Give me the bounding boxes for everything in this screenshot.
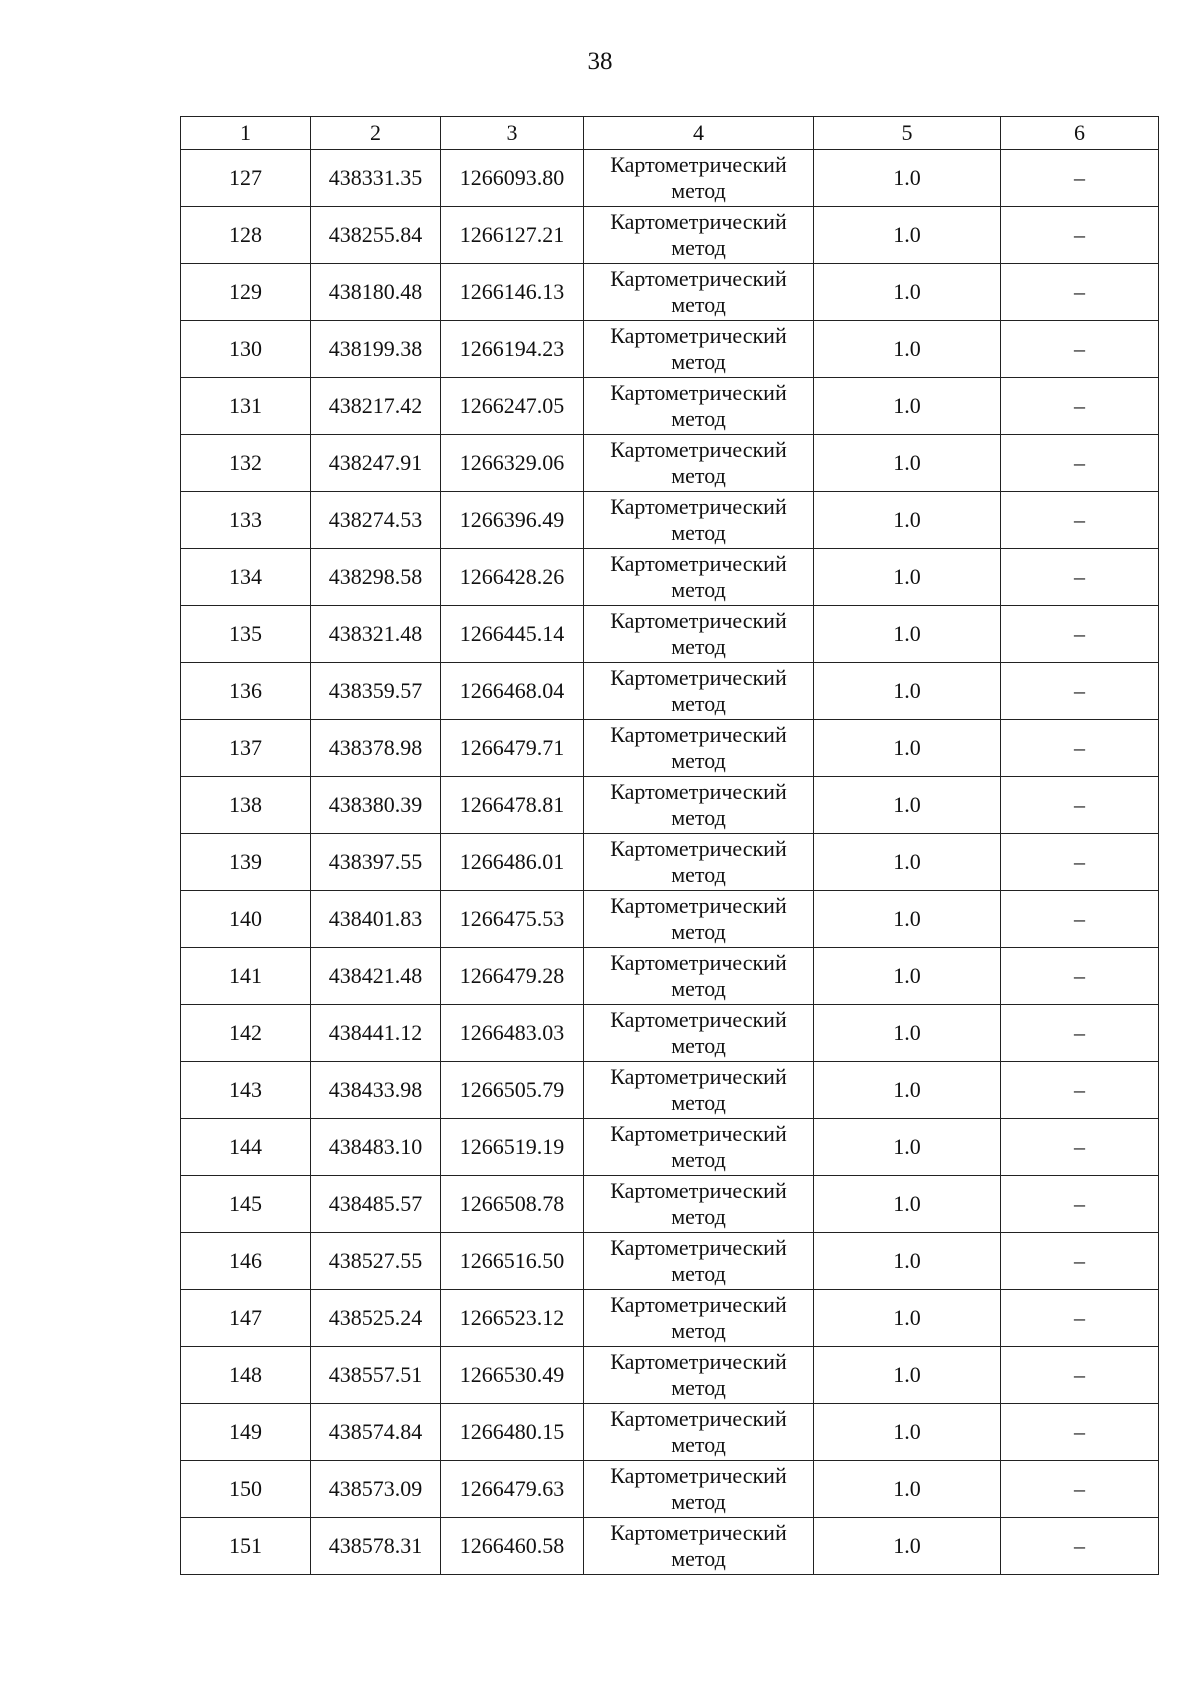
coord-x-cell: 438359.57 <box>311 663 441 720</box>
accuracy-cell: 1.0 <box>814 606 1001 663</box>
coordinates-table <box>180 116 1159 1575</box>
table-row <box>181 150 1159 207</box>
note-cell: – <box>1001 378 1159 435</box>
accuracy-cell: 1.0 <box>814 321 1001 378</box>
note-cell: – <box>1001 207 1159 264</box>
method-line-2: метод <box>671 235 726 260</box>
point-number-cell: 131 <box>181 378 311 435</box>
point-number-cell: 130 <box>181 321 311 378</box>
accuracy-cell: 1.0 <box>814 1062 1001 1119</box>
coord-y-cell: 1266460.58 <box>441 1518 584 1575</box>
method-line-1: Картометрический <box>610 1463 787 1488</box>
method-line-1: Картометрический <box>610 209 787 234</box>
method-cell <box>584 1233 814 1290</box>
note-cell: – <box>1001 435 1159 492</box>
header-col-2: 2 <box>311 117 441 150</box>
method-line-1: Картометрический <box>610 1178 787 1203</box>
accuracy-cell: 1.0 <box>814 834 1001 891</box>
accuracy-cell: 1.0 <box>814 264 1001 321</box>
table-row <box>181 549 1159 606</box>
coord-y-cell: 1266146.13 <box>441 264 584 321</box>
coord-y-cell: 1266127.21 <box>441 207 584 264</box>
method-line-2: метод <box>671 178 726 203</box>
table-row <box>181 1233 1159 1290</box>
coord-x-cell: 438421.48 <box>311 948 441 1005</box>
accuracy-cell: 1.0 <box>814 1233 1001 1290</box>
table-row <box>181 1518 1159 1575</box>
coord-x-cell: 438199.38 <box>311 321 441 378</box>
coord-x-cell: 438527.55 <box>311 1233 441 1290</box>
note-cell: – <box>1001 720 1159 777</box>
method-line-2: метод <box>671 919 726 944</box>
method-line-1: Картометрический <box>610 722 787 747</box>
method-cell <box>584 1062 814 1119</box>
coord-y-cell: 1266505.79 <box>441 1062 584 1119</box>
method-line-1: Картометрический <box>610 893 787 918</box>
method-line-2: метод <box>671 406 726 431</box>
coord-y-cell: 1266093.80 <box>441 150 584 207</box>
coord-x-cell: 438331.35 <box>311 150 441 207</box>
note-cell: – <box>1001 777 1159 834</box>
coord-y-cell: 1266428.26 <box>441 549 584 606</box>
table-row <box>181 720 1159 777</box>
accuracy-cell: 1.0 <box>814 1005 1001 1062</box>
method-line-1: Картометрический <box>610 494 787 519</box>
note-cell: – <box>1001 1347 1159 1404</box>
point-number-cell: 127 <box>181 150 311 207</box>
table-row <box>181 321 1159 378</box>
method-line-2: метод <box>671 1033 726 1058</box>
table-row <box>181 435 1159 492</box>
note-cell: – <box>1001 891 1159 948</box>
method-line-1: Картометрический <box>610 1349 787 1374</box>
accuracy-cell: 1.0 <box>814 1290 1001 1347</box>
coord-x-cell: 438247.91 <box>311 435 441 492</box>
coord-y-cell: 1266329.06 <box>441 435 584 492</box>
coord-y-cell: 1266396.49 <box>441 492 584 549</box>
accuracy-cell: 1.0 <box>814 1518 1001 1575</box>
method-line-2: метод <box>671 862 726 887</box>
method-line-1: Картометрический <box>610 1007 787 1032</box>
coord-y-cell: 1266480.15 <box>441 1404 584 1461</box>
method-line-1: Картометрический <box>610 266 787 291</box>
point-number-cell: 137 <box>181 720 311 777</box>
note-cell: – <box>1001 549 1159 606</box>
method-line-2: метод <box>671 805 726 830</box>
method-line-1: Картометрический <box>610 551 787 576</box>
method-cell <box>584 435 814 492</box>
accuracy-cell: 1.0 <box>814 777 1001 834</box>
method-line-1: Картометрический <box>610 665 787 690</box>
coord-x-cell: 438380.39 <box>311 777 441 834</box>
method-line-1: Картометрический <box>610 1520 787 1545</box>
header-col-5: 5 <box>814 117 1001 150</box>
coord-y-cell: 1266479.71 <box>441 720 584 777</box>
header-col-1: 1 <box>181 117 311 150</box>
note-cell: – <box>1001 1119 1159 1176</box>
method-line-1: Картометрический <box>610 1121 787 1146</box>
method-line-2: метод <box>671 976 726 1001</box>
method-line-2: метод <box>671 1432 726 1457</box>
table-row <box>181 378 1159 435</box>
coord-y-cell: 1266508.78 <box>441 1176 584 1233</box>
accuracy-cell: 1.0 <box>814 1404 1001 1461</box>
accuracy-cell: 1.0 <box>814 720 1001 777</box>
point-number-cell: 149 <box>181 1404 311 1461</box>
coord-x-cell: 438401.83 <box>311 891 441 948</box>
method-line-1: Картометрический <box>610 779 787 804</box>
method-cell <box>584 492 814 549</box>
method-line-2: метод <box>671 748 726 773</box>
table-header <box>181 117 1159 150</box>
method-cell <box>584 378 814 435</box>
point-number-cell: 142 <box>181 1005 311 1062</box>
note-cell: – <box>1001 492 1159 549</box>
note-cell: – <box>1001 1062 1159 1119</box>
table-row <box>181 606 1159 663</box>
point-number-cell: 144 <box>181 1119 311 1176</box>
table-body <box>181 150 1159 1575</box>
coord-x-cell: 438274.53 <box>311 492 441 549</box>
accuracy-cell: 1.0 <box>814 549 1001 606</box>
coord-x-cell: 438578.31 <box>311 1518 441 1575</box>
method-line-2: метод <box>671 1261 726 1286</box>
accuracy-cell: 1.0 <box>814 1461 1001 1518</box>
method-line-2: метод <box>671 1375 726 1400</box>
coord-y-cell: 1266445.14 <box>441 606 584 663</box>
point-number-cell: 138 <box>181 777 311 834</box>
method-cell <box>584 606 814 663</box>
method-cell <box>584 663 814 720</box>
method-cell <box>584 834 814 891</box>
method-cell <box>584 549 814 606</box>
coord-y-cell: 1266523.12 <box>441 1290 584 1347</box>
table-row <box>181 948 1159 1005</box>
coord-x-cell: 438298.58 <box>311 549 441 606</box>
table-row <box>181 663 1159 720</box>
coord-y-cell: 1266479.63 <box>441 1461 584 1518</box>
coord-x-cell: 438573.09 <box>311 1461 441 1518</box>
accuracy-cell: 1.0 <box>814 948 1001 1005</box>
note-cell: – <box>1001 264 1159 321</box>
table-row <box>181 1176 1159 1233</box>
coord-x-cell: 438557.51 <box>311 1347 441 1404</box>
method-line-1: Картометрический <box>610 323 787 348</box>
point-number-cell: 146 <box>181 1233 311 1290</box>
method-line-2: метод <box>671 634 726 659</box>
method-line-2: метод <box>671 349 726 374</box>
method-cell <box>584 321 814 378</box>
method-line-2: метод <box>671 463 726 488</box>
method-line-2: метод <box>671 577 726 602</box>
coord-x-cell: 438255.84 <box>311 207 441 264</box>
method-line-1: Картометрический <box>610 1235 787 1260</box>
method-line-1: Картометрический <box>610 1292 787 1317</box>
accuracy-cell: 1.0 <box>814 1347 1001 1404</box>
method-line-1: Картометрический <box>610 380 787 405</box>
point-number-cell: 132 <box>181 435 311 492</box>
method-line-1: Картометрический <box>610 608 787 633</box>
note-cell: – <box>1001 321 1159 378</box>
coord-x-cell: 438574.84 <box>311 1404 441 1461</box>
method-line-1: Картометрический <box>610 950 787 975</box>
accuracy-cell: 1.0 <box>814 1119 1001 1176</box>
accuracy-cell: 1.0 <box>814 378 1001 435</box>
method-cell <box>584 1290 814 1347</box>
method-line-1: Картометрический <box>610 1064 787 1089</box>
point-number-cell: 141 <box>181 948 311 1005</box>
method-line-2: метод <box>671 1090 726 1115</box>
point-number-cell: 140 <box>181 891 311 948</box>
table-row <box>181 1062 1159 1119</box>
coord-y-cell: 1266483.03 <box>441 1005 584 1062</box>
coord-y-cell: 1266194.23 <box>441 321 584 378</box>
point-number-cell: 139 <box>181 834 311 891</box>
coord-x-cell: 438485.57 <box>311 1176 441 1233</box>
note-cell: – <box>1001 1233 1159 1290</box>
method-cell <box>584 777 814 834</box>
coord-x-cell: 438525.24 <box>311 1290 441 1347</box>
method-cell <box>584 1119 814 1176</box>
coord-x-cell: 438397.55 <box>311 834 441 891</box>
table-row <box>181 1290 1159 1347</box>
note-cell: – <box>1001 1461 1159 1518</box>
method-cell <box>584 720 814 777</box>
coord-x-cell: 438180.48 <box>311 264 441 321</box>
coord-x-cell: 438441.12 <box>311 1005 441 1062</box>
method-cell <box>584 1176 814 1233</box>
accuracy-cell: 1.0 <box>814 492 1001 549</box>
coord-y-cell: 1266479.28 <box>441 948 584 1005</box>
method-cell <box>584 1404 814 1461</box>
method-cell <box>584 1461 814 1518</box>
coord-y-cell: 1266486.01 <box>441 834 584 891</box>
point-number-cell: 136 <box>181 663 311 720</box>
method-cell <box>584 891 814 948</box>
point-number-cell: 133 <box>181 492 311 549</box>
method-line-1: Картометрический <box>610 836 787 861</box>
method-line-2: метод <box>671 520 726 545</box>
accuracy-cell: 1.0 <box>814 207 1001 264</box>
coord-y-cell: 1266468.04 <box>441 663 584 720</box>
header-col-3: 3 <box>441 117 584 150</box>
coord-x-cell: 438378.98 <box>311 720 441 777</box>
header-col-4: 4 <box>584 117 814 150</box>
method-line-2: метод <box>671 1204 726 1229</box>
table-row <box>181 1347 1159 1404</box>
note-cell: – <box>1001 1005 1159 1062</box>
note-cell: – <box>1001 1518 1159 1575</box>
coord-y-cell: 1266247.05 <box>441 378 584 435</box>
accuracy-cell: 1.0 <box>814 435 1001 492</box>
coord-y-cell: 1266478.81 <box>441 777 584 834</box>
method-line-2: метод <box>671 292 726 317</box>
point-number-cell: 129 <box>181 264 311 321</box>
point-number-cell: 135 <box>181 606 311 663</box>
table-row <box>181 1119 1159 1176</box>
coord-x-cell: 438321.48 <box>311 606 441 663</box>
note-cell: – <box>1001 1290 1159 1347</box>
table-row <box>181 1461 1159 1518</box>
header-row <box>181 117 1159 150</box>
accuracy-cell: 1.0 <box>814 150 1001 207</box>
table-row <box>181 891 1159 948</box>
method-line-1: Картометрический <box>610 152 787 177</box>
note-cell: – <box>1001 948 1159 1005</box>
page-number: 38 <box>587 48 613 75</box>
coord-x-cell: 438217.42 <box>311 378 441 435</box>
note-cell: – <box>1001 606 1159 663</box>
method-cell <box>584 150 814 207</box>
coord-x-cell: 438483.10 <box>311 1119 441 1176</box>
method-cell <box>584 264 814 321</box>
method-line-1: Картометрический <box>610 437 787 462</box>
point-number-cell: 147 <box>181 1290 311 1347</box>
note-cell: – <box>1001 663 1159 720</box>
note-cell: – <box>1001 150 1159 207</box>
point-number-cell: 143 <box>181 1062 311 1119</box>
table-row <box>181 492 1159 549</box>
method-line-2: метод <box>671 691 726 716</box>
header-col-6: 6 <box>1001 117 1159 150</box>
method-line-2: метод <box>671 1489 726 1514</box>
coord-y-cell: 1266516.50 <box>441 1233 584 1290</box>
table-row <box>181 264 1159 321</box>
point-number-cell: 150 <box>181 1461 311 1518</box>
method-cell <box>584 1347 814 1404</box>
note-cell: – <box>1001 1404 1159 1461</box>
table-row <box>181 834 1159 891</box>
table-row <box>181 1005 1159 1062</box>
method-cell <box>584 207 814 264</box>
point-number-cell: 128 <box>181 207 311 264</box>
method-cell <box>584 1518 814 1575</box>
accuracy-cell: 1.0 <box>814 891 1001 948</box>
table-row <box>181 1404 1159 1461</box>
point-number-cell: 148 <box>181 1347 311 1404</box>
note-cell: – <box>1001 1176 1159 1233</box>
accuracy-cell: 1.0 <box>814 663 1001 720</box>
coord-y-cell: 1266475.53 <box>441 891 584 948</box>
coord-y-cell: 1266519.19 <box>441 1119 584 1176</box>
method-cell <box>584 948 814 1005</box>
method-line-2: метод <box>671 1147 726 1172</box>
method-line-2: метод <box>671 1546 726 1571</box>
method-cell <box>584 1005 814 1062</box>
method-line-1: Картометрический <box>610 1406 787 1431</box>
table-row <box>181 777 1159 834</box>
point-number-cell: 145 <box>181 1176 311 1233</box>
method-line-2: метод <box>671 1318 726 1343</box>
coord-y-cell: 1266530.49 <box>441 1347 584 1404</box>
note-cell: – <box>1001 834 1159 891</box>
accuracy-cell: 1.0 <box>814 1176 1001 1233</box>
table-row <box>181 207 1159 264</box>
point-number-cell: 151 <box>181 1518 311 1575</box>
point-number-cell: 134 <box>181 549 311 606</box>
coord-x-cell: 438433.98 <box>311 1062 441 1119</box>
